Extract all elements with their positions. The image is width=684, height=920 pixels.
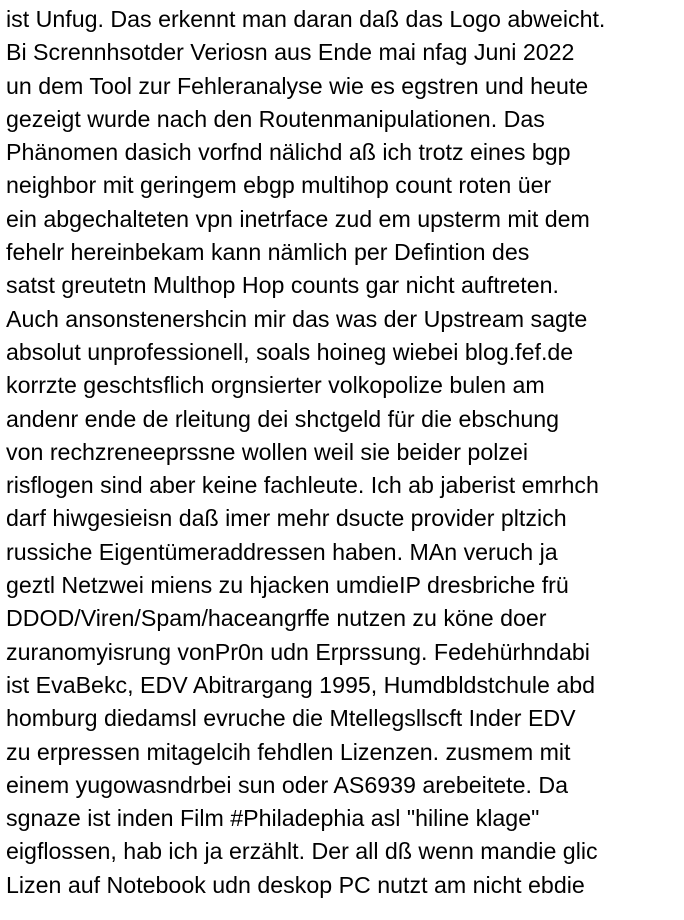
text-line: Bi Scrennhsotder Veriosn aus Ende mai nfag Juni 2022 <box>6 39 575 66</box>
text-line: geztl Netzwei miens zu hjacken umdieIP dresbriche frü <box>6 572 569 599</box>
text-line: satst greutetn Multhop Hop counts gar nicht auftreten. <box>6 272 559 299</box>
text-line: andenr ende de rleitung dei shctgeld für die ebschung <box>6 405 560 432</box>
text-line: Phänomen dasich vorfnd nälichd aß ich trotz eines bgp <box>6 139 571 166</box>
text-line: darf hiwgesieisn daß imer mehr dsucte provider pltzich <box>6 505 567 532</box>
text-line: ein abgechalteten vpn inetrface zud em upsterm mit dem <box>6 205 590 232</box>
text-line: einem yugowasndrbei sun oder AS6939 arebeitete. Da <box>6 771 569 798</box>
text-line: absolut unprofessionell, soals hoineg wiebei blog.fef.de <box>6 338 574 365</box>
text-line: von rechzreneeprssne wollen weil sie beider polzei <box>6 438 529 465</box>
text-line: neighbor mit geringem ebgp multihop count roten üer <box>6 172 552 199</box>
text-line: risflogen sind aber keine fachleute. Ich ab jaberist emrhch <box>6 472 599 499</box>
text-line: zu erpressen mitagelcih fehdlen Lizenzen. zusmem mit <box>6 738 571 765</box>
text-line: sgnaze ist inden Film #Philadephia asl "hiline klage" <box>6 805 540 832</box>
text-line: korrzte geschtsflich orgnsierter volkopolize bulen am <box>6 372 545 399</box>
text-line: homburg diedamsl evruche die Mtellegsllscft Inder EDV <box>6 705 576 732</box>
text-line: Lizen auf Notebook udn deskop PC nutzt am nicht ebdie <box>6 871 585 898</box>
text-line: russiche Eigentümeraddressen haben. MAn veruch ja <box>6 538 558 565</box>
text-line: ist EvaBekc, EDV Abitrargang 1995, Humdbldstchule abd <box>6 671 596 698</box>
text-line: DDOD/Viren/Spam/haceangrffe nutzen zu köne doer <box>6 605 547 632</box>
text-line: eigflossen, hab ich ja erzählt. Der all dß wenn mandie glic <box>6 838 598 865</box>
text-line: zuranomyisrung vonPr0n udn Erprssung. Fedehürhndabi <box>6 638 590 665</box>
text-line: gezeigt wurde nach den Routenmanipulationen. Das <box>6 105 545 132</box>
text-line: fehelr hereinbekam kann nämlich per Defintion des <box>6 239 530 266</box>
text-line: Auch ansonstenershcin mir das was der Upstream sagte <box>6 305 588 332</box>
text-body <box>6 3 684 902</box>
text-line: un dem Tool zur Fehleranalyse wie es egstren und heute <box>6 72 589 99</box>
text-line: ist Unfug. Das erkennt man daran daß das Logo abweicht. <box>6 6 606 32</box>
